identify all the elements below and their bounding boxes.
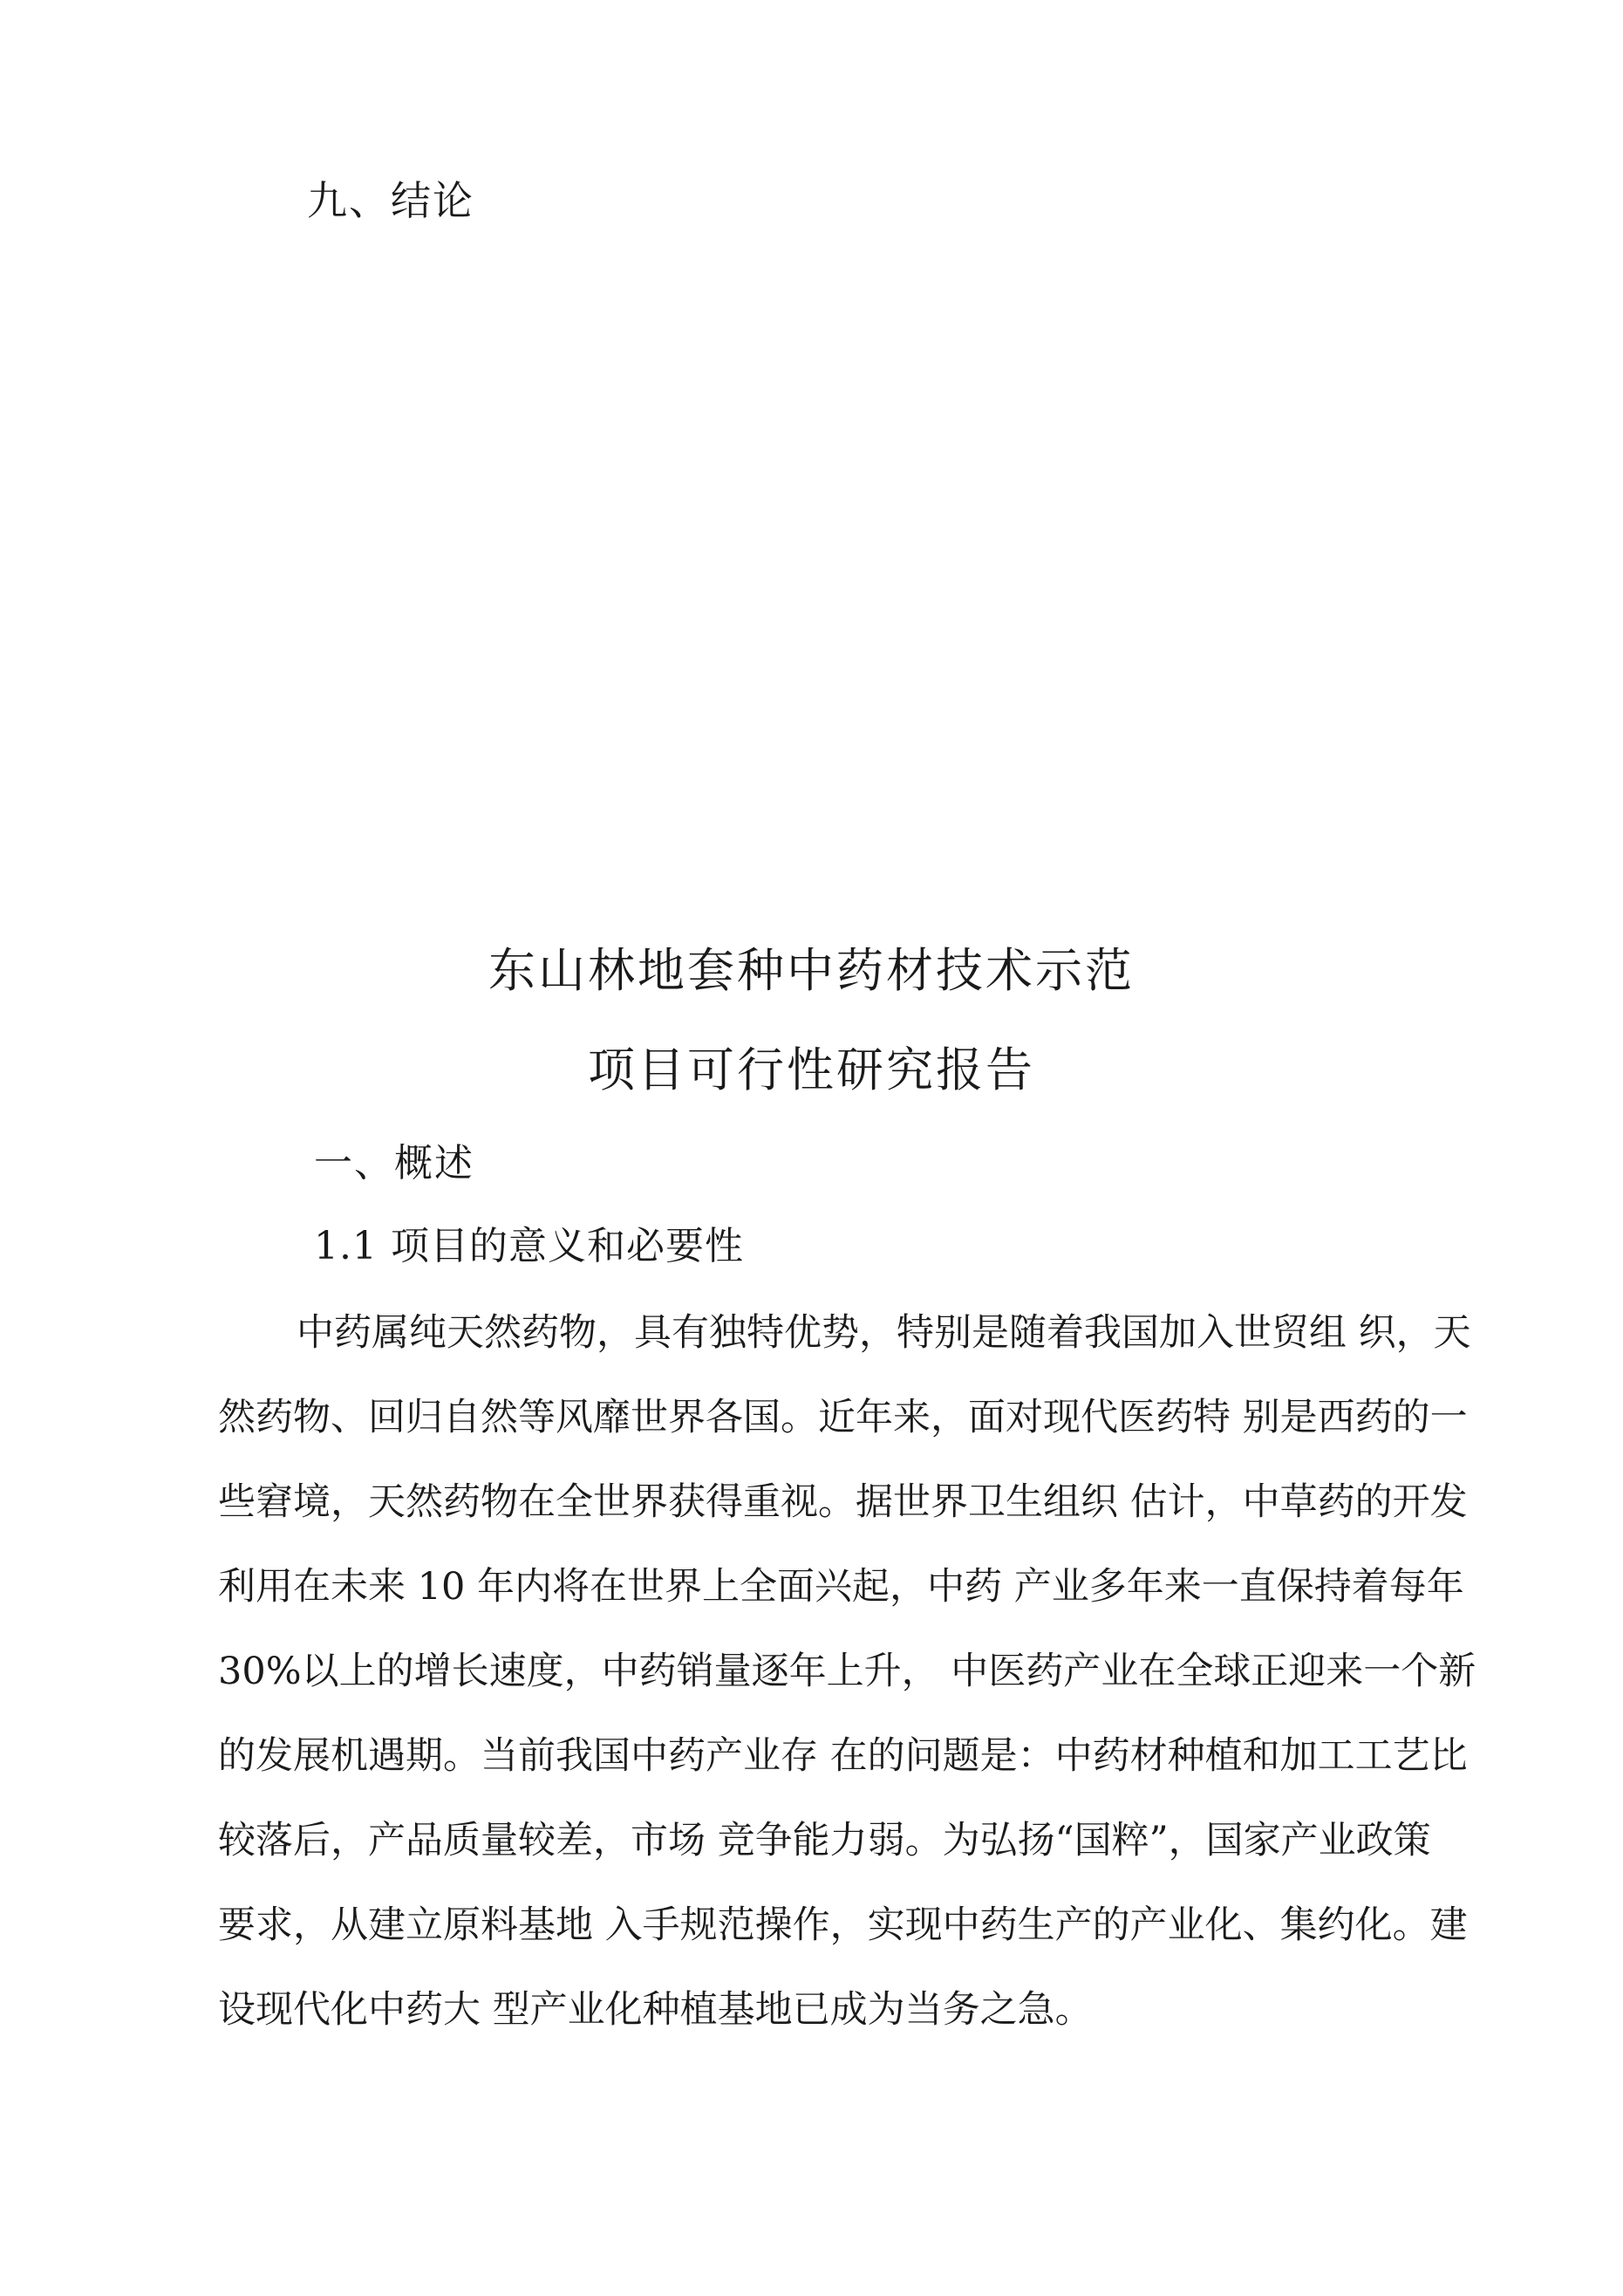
paragraph-line: 的发展机遇期。当前我国中药产业存 在的问题是：中药材种植和加工工艺比 xyxy=(218,1734,1468,1778)
paragraph-line: 要求，从建立原料基地 入手规范操作，实现中药生产的产业化、集约化。建 xyxy=(218,1903,1468,1947)
paragraph-line: 30%以上的增长速度，中药销量逐年上升， 中医药产业在全球正迎来一个新 xyxy=(218,1650,1476,1693)
paragraph-line: 较落后，产品质量较差，市场 竞争能力弱。为弘扬“国粹”，国家产业政策 xyxy=(218,1819,1431,1862)
paragraph-line: 设现代化中药大 型产业化种植基地已成为当务之急。 xyxy=(218,1988,1093,2032)
report-title-line-1: 东山林地套种中药材技术示范 xyxy=(488,943,1135,998)
paragraph-line: 然药物、回归自然等风靡世界各国。近年来，面对现代医药特 别是西药的一 xyxy=(218,1396,1468,1439)
conclusion-heading: 九、结论 xyxy=(307,177,474,224)
significance-subheading: 1.1 项目的意义和必要性 xyxy=(314,1224,744,1268)
paragraph-line: 中药属纯天然药物，具有独特优势，特别是随着我国加入世贸组 织，天 xyxy=(297,1311,1471,1355)
overview-heading: 一、概述 xyxy=(314,1141,474,1186)
report-title-line-2: 项目可行性研究报告 xyxy=(588,1042,1035,1097)
paragraph-line: 些窘境，天然药物在全世界获得重视。据世界卫生组织 估计，中草药的开发 xyxy=(218,1480,1468,1524)
paragraph-line: 利用在未来 10 年内将在世界上全面兴起，中药 产业多年来一直保持着每年 xyxy=(218,1565,1464,1609)
